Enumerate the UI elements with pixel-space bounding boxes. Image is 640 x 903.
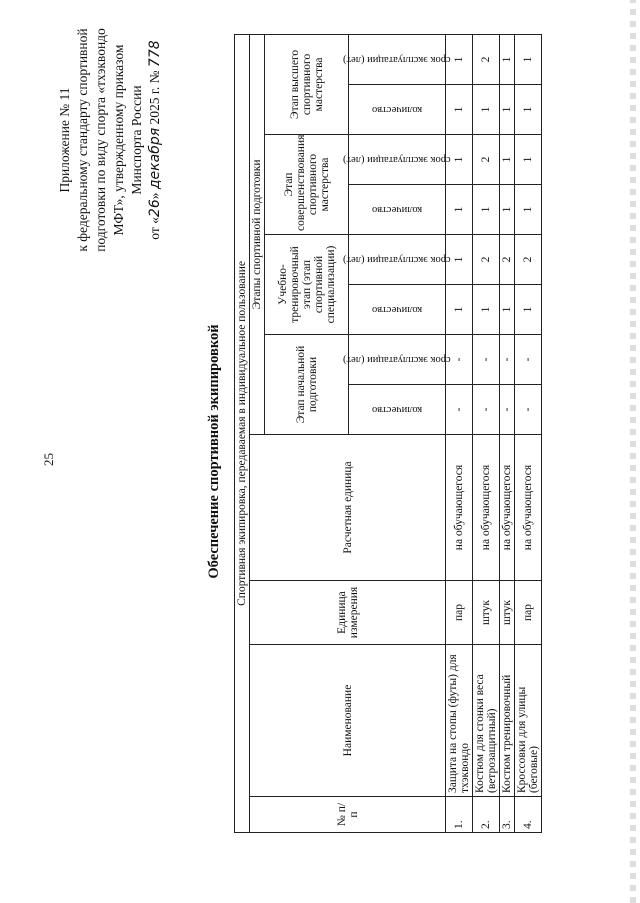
table-row xyxy=(473,34,500,832)
row-life-value: 2 xyxy=(515,235,542,285)
sub-header-life: срок эксплуатации (лет) xyxy=(349,34,446,84)
stage-header: Этап совершенствования спортивного мастерства xyxy=(265,135,349,235)
appendix-header xyxy=(56,15,164,265)
page-number: 25 xyxy=(41,453,56,466)
row-life-value: 1 xyxy=(446,34,473,84)
header-row-1 xyxy=(250,34,265,832)
row-life-value: 2 xyxy=(473,135,500,185)
row-qty-value: 1 xyxy=(473,85,500,135)
row-unit: штук xyxy=(473,581,500,645)
sub-header-qty: количество xyxy=(349,385,446,435)
row-life-value: 1 xyxy=(515,34,542,84)
table-row xyxy=(500,34,515,832)
row-name: Костюм тренировочный xyxy=(500,645,515,797)
row-number: 4. xyxy=(515,797,542,833)
row-qty-value: 1 xyxy=(500,185,515,235)
row-name: Защита на стопы (футы) для тхэквондо xyxy=(446,645,473,797)
stages-header: Этапы спортивной подготовки xyxy=(250,34,265,434)
col-number-header: № п/п xyxy=(250,797,446,833)
row-life-value: 1 xyxy=(446,135,473,185)
row-qty-value: 1 xyxy=(515,285,542,335)
group-header-row xyxy=(235,34,250,832)
row-number: 1. xyxy=(446,797,473,833)
sub-header-life: срок эксплуатации (лет) xyxy=(349,335,446,385)
table-row xyxy=(515,34,542,832)
date-month-handwritten: декабря xyxy=(147,127,163,190)
date-day-handwritten: 26 xyxy=(147,199,163,218)
row-life-value: 2 xyxy=(473,235,500,285)
stage-header: Учебно-тренировочный этап (этап спортивной специализации) xyxy=(265,235,349,335)
appendix-line-4: МФТ», утвержденному приказом xyxy=(111,44,126,236)
row-life-value: 1 xyxy=(446,235,473,285)
row-life-value: - xyxy=(473,335,500,385)
row-calc: на обучающегося xyxy=(500,435,515,581)
scan-edge xyxy=(630,0,636,903)
col-calc-header: Расчетная единица xyxy=(250,435,446,581)
row-qty-value: 1 xyxy=(446,85,473,135)
row-calc: на обучающегося xyxy=(515,435,542,581)
row-qty-value: 1 xyxy=(500,85,515,135)
row-number: 2. xyxy=(473,797,500,833)
appendix-date-line xyxy=(146,15,164,265)
order-number-handwritten: 778 xyxy=(147,40,163,68)
appendix-line-2: к федеральному стандарту спортивной xyxy=(75,28,90,252)
row-life-value: 1 xyxy=(500,135,515,185)
row-qty-value: 1 xyxy=(515,185,542,235)
row-unit: штук xyxy=(500,581,515,645)
equipment-table xyxy=(234,34,542,833)
sub-header-qty: количество xyxy=(349,85,446,135)
row-calc: на обучающегося xyxy=(473,435,500,581)
date-mid: » xyxy=(147,192,162,200)
row-life-value: 1 xyxy=(500,34,515,84)
page-title: Обеспечение спортивной экипировкой xyxy=(206,324,222,579)
row-life-value: - xyxy=(515,335,542,385)
appendix-line-1: Приложение № 11 xyxy=(57,87,72,193)
sub-header-qty: количество xyxy=(349,185,446,235)
row-qty-value: - xyxy=(473,385,500,435)
row-life-value: - xyxy=(446,335,473,385)
stage-header: Этап высшего спортивного мастерства xyxy=(265,34,349,134)
row-name: Кроссовки для улицы (беговые) xyxy=(515,645,542,797)
row-qty-value: 1 xyxy=(515,85,542,135)
row-qty-value: - xyxy=(515,385,542,435)
date-year: 2025 г. № xyxy=(147,70,162,125)
row-calc: на обучающегося xyxy=(446,435,473,581)
row-life-value: 2 xyxy=(500,235,515,285)
sub-header-life: срок эксплуатации (лет) xyxy=(349,235,446,285)
table-body xyxy=(446,34,542,832)
appendix-line-5: Минспорта России xyxy=(129,85,144,195)
row-qty-value: 1 xyxy=(500,285,515,335)
row-qty-value: 1 xyxy=(446,185,473,235)
sub-header-life: срок эксплуатации (лет) xyxy=(349,135,446,185)
row-unit: пар xyxy=(515,581,542,645)
appendix-line-3: подготовки по виду спорта «тхэквондо xyxy=(93,28,108,252)
row-number: 3. xyxy=(500,797,515,833)
group-header: Спортивная экипировка, передаваемая в индивидуальное пользование xyxy=(235,34,250,832)
row-qty-value: 1 xyxy=(446,285,473,335)
row-name: Костюм для сгонки веса (ветрозащитный) xyxy=(473,645,500,797)
row-life-value: - xyxy=(500,335,515,385)
col-name-header: Наименование xyxy=(250,645,446,797)
row-qty-value: 1 xyxy=(473,285,500,335)
sub-header-qty: количество xyxy=(349,285,446,335)
row-life-value: 2 xyxy=(473,34,500,84)
row-unit: пар xyxy=(446,581,473,645)
row-qty-value: - xyxy=(446,385,473,435)
row-life-value: 1 xyxy=(515,135,542,185)
row-qty-value: 1 xyxy=(473,185,500,235)
col-unit-header: Единица измерения xyxy=(250,581,446,645)
stage-header: Этап начальной подготовки xyxy=(265,335,349,435)
row-qty-value: - xyxy=(500,385,515,435)
date-prefix: от « xyxy=(147,217,162,240)
